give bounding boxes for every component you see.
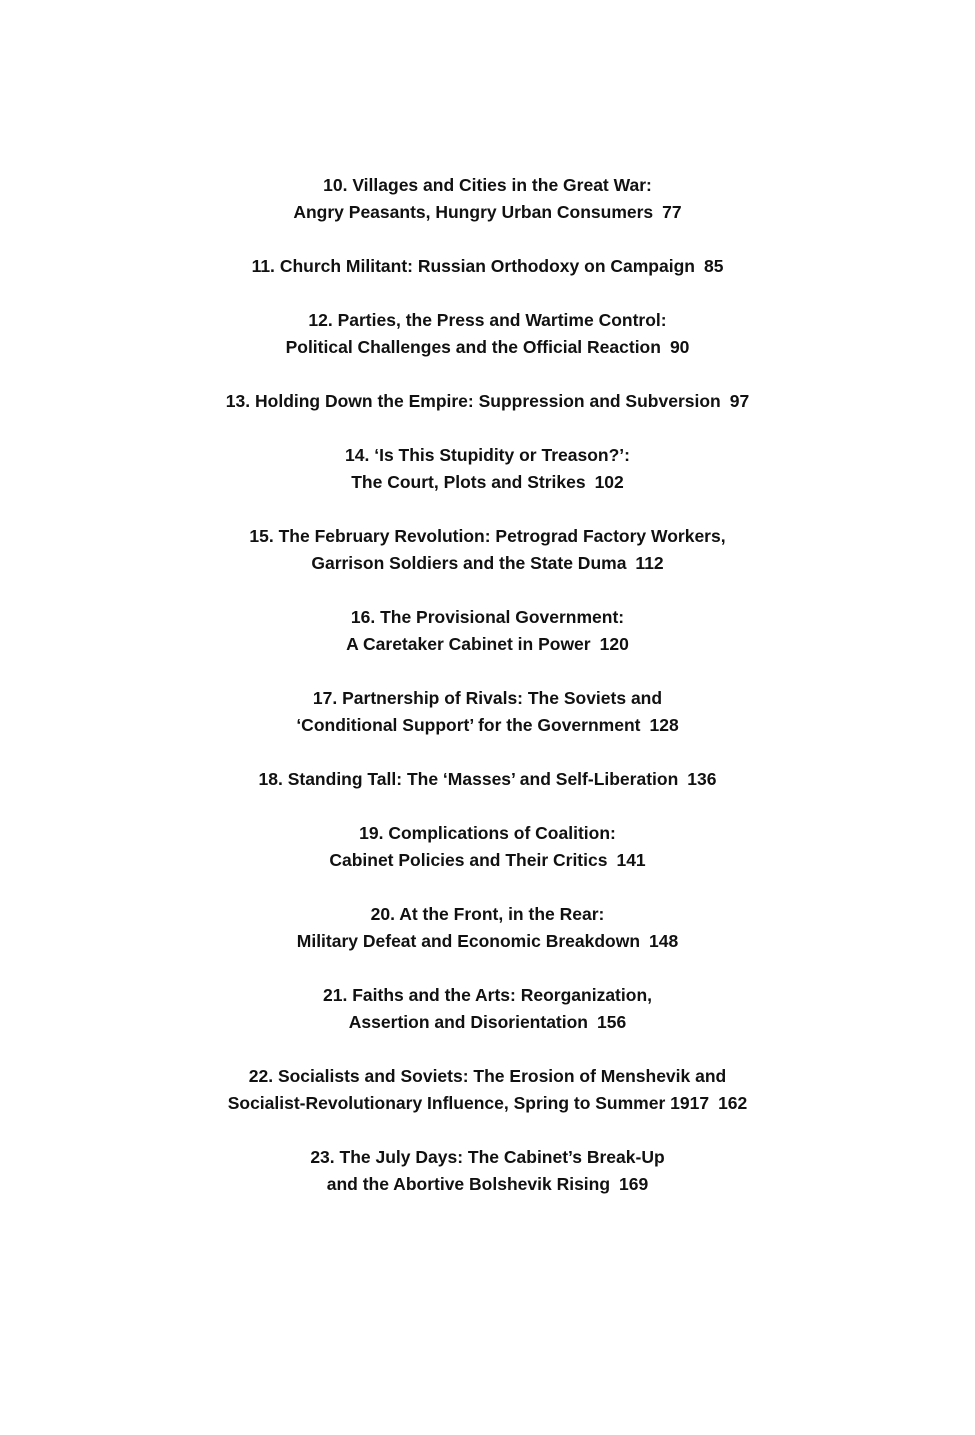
chapter-subtitle: The Court, Plots and Strikes <box>351 472 586 492</box>
toc-entry-line-1 <box>0 766 975 793</box>
toc-entry-line-2 <box>0 1090 975 1117</box>
chapter-number: 23. <box>310 1147 335 1167</box>
toc-entry-line-1 <box>0 1063 975 1090</box>
chapter-title: Faiths and the Arts: Reorganization, <box>352 985 652 1005</box>
chapter-title: Holding Down the Empire: Suppression and Subversion <box>255 391 721 411</box>
toc-entry-line-1 <box>0 253 975 280</box>
chapter-subtitle: Military Defeat and Economic Breakdown <box>296 931 641 951</box>
chapter-number: 10. <box>323 175 348 195</box>
toc-entry-line-2 <box>0 334 975 361</box>
page-number: 169 <box>619 1174 649 1194</box>
table-of-contents <box>0 172 975 1225</box>
toc-entry <box>0 388 975 415</box>
toc-entry-line-1 <box>0 1144 975 1171</box>
chapter-number: 11. <box>251 256 275 276</box>
chapter-number: 21. <box>323 985 348 1005</box>
toc-entry-line-2 <box>0 712 975 739</box>
chapter-title: Church Militant: Russian Orthodoxy on Campaign <box>279 256 695 276</box>
toc-entry-line-1 <box>0 442 975 469</box>
chapter-subtitle: A Caretaker Cabinet in Power <box>346 634 591 654</box>
page-number: 162 <box>718 1093 748 1113</box>
chapter-title: Complications of Coalition: <box>388 823 616 843</box>
chapter-number: 20. <box>370 904 395 924</box>
chapter-number: 22. <box>248 1066 274 1086</box>
toc-entry <box>0 982 975 1036</box>
chapter-title: Parties, the Press and Wartime Control: <box>337 310 667 330</box>
chapter-subtitle: ‘Conditional Support’ for the Government <box>296 715 641 735</box>
chapter-number: 18. <box>258 769 283 789</box>
page-number: 85 <box>703 256 724 276</box>
toc-entry-line-1 <box>0 685 975 712</box>
toc-entry <box>0 766 975 793</box>
toc-entry-line-1 <box>0 901 975 928</box>
toc-entry <box>0 253 975 280</box>
toc-entry-line-1 <box>0 820 975 847</box>
chapter-subtitle: Socialist-Revolutionary Influence, Spring to Summer 1917 <box>227 1093 710 1113</box>
toc-entry-line-2 <box>0 469 975 496</box>
page-number: 156 <box>597 1012 627 1032</box>
toc-entry-line-1 <box>0 604 975 631</box>
chapter-number: 14. <box>345 445 370 465</box>
chapter-subtitle: Political Challenges and the Official Reaction <box>285 337 661 357</box>
chapter-number: 12. <box>308 310 333 330</box>
chapter-subtitle: Garrison Soldiers and the State Duma <box>311 553 627 573</box>
toc-entry <box>0 172 975 226</box>
toc-entry <box>0 1063 975 1117</box>
toc-entry <box>0 604 975 658</box>
toc-entry-line-2 <box>0 928 975 955</box>
chapter-subtitle: Assertion and Disorientation <box>348 1012 588 1032</box>
chapter-number: 16. <box>350 607 376 627</box>
chapter-title: Standing Tall: The ‘Masses’ and Self-Liberation <box>287 769 679 789</box>
chapter-title: Socialists and Soviets: The Erosion of Menshevik and <box>277 1066 727 1086</box>
chapter-subtitle: and the Abortive Bolshevik Rising <box>326 1174 611 1194</box>
toc-entry-line-1 <box>0 307 975 334</box>
toc-entry-line-2 <box>0 550 975 577</box>
toc-entry-line-2 <box>0 1171 975 1198</box>
toc-entry-line-2 <box>0 199 975 226</box>
toc-entry-line-1 <box>0 982 975 1009</box>
page-number: 112 <box>635 553 664 573</box>
toc-entry <box>0 820 975 874</box>
page-number: 90 <box>669 337 690 357</box>
page-number: 136 <box>687 769 717 789</box>
chapter-number: 17. <box>312 688 338 708</box>
page-number: 141 <box>616 850 646 870</box>
toc-entry-line-1 <box>0 523 975 550</box>
toc-entry-line-1 <box>0 388 975 415</box>
chapter-number: 13. <box>225 391 251 411</box>
page-number: 97 <box>729 391 750 411</box>
toc-entry <box>0 307 975 361</box>
toc-entry <box>0 1144 975 1198</box>
chapter-title: The February Revolution: Petrograd Factory Workers, <box>278 526 726 546</box>
page-number: 128 <box>649 715 679 735</box>
toc-entry <box>0 901 975 955</box>
chapter-title: The July Days: The Cabinet’s Break-Up <box>339 1147 665 1167</box>
toc-entry-line-1 <box>0 172 975 199</box>
chapter-title: The Provisional Government: <box>380 607 625 627</box>
chapter-title: At the Front, in the Rear: <box>399 904 605 924</box>
chapter-subtitle: Cabinet Policies and Their Critics <box>329 850 608 870</box>
page-number: 77 <box>662 202 682 222</box>
chapter-subtitle: Angry Peasants, Hungry Urban Consumers <box>293 202 654 222</box>
chapter-title: ‘Is This Stupidity or Treason?’: <box>374 445 630 465</box>
page-number: 120 <box>599 634 629 654</box>
page-number: 148 <box>649 931 679 951</box>
toc-entry-line-2 <box>0 631 975 658</box>
chapter-number: 15. <box>249 526 274 546</box>
toc-entry <box>0 442 975 496</box>
toc-entry-line-2 <box>0 1009 975 1036</box>
chapter-title: Villages and Cities in the Great War: <box>352 175 652 195</box>
toc-entry <box>0 523 975 577</box>
page-number: 102 <box>594 472 624 492</box>
toc-entry-line-2 <box>0 847 975 874</box>
chapter-number: 19. <box>359 823 384 843</box>
chapter-title: Partnership of Rivals: The Soviets and <box>342 688 663 708</box>
toc-entry <box>0 685 975 739</box>
